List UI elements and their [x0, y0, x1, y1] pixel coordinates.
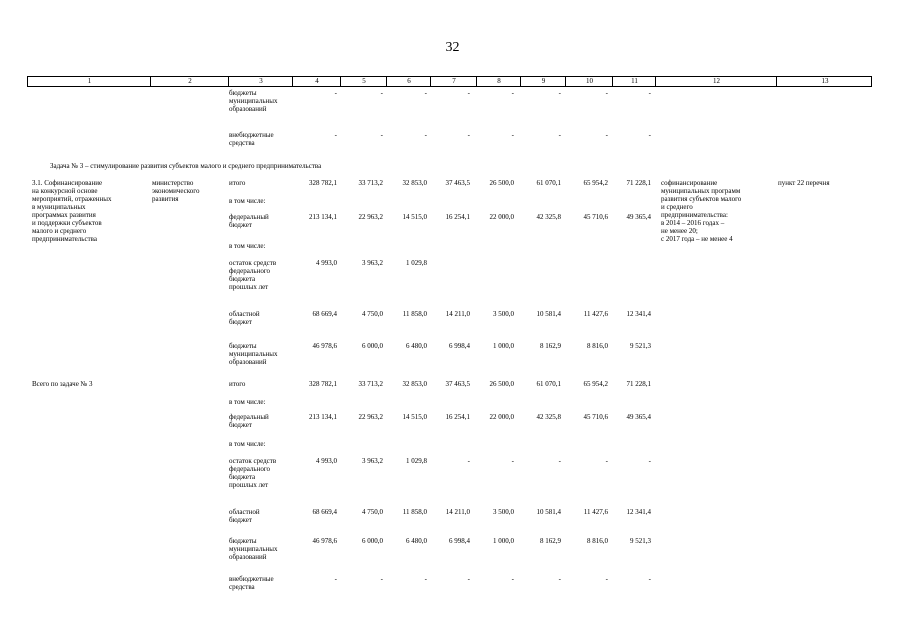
- column-header: 3: [259, 77, 263, 85]
- column-header: 6: [407, 77, 411, 85]
- value-cell: 9 521,3: [630, 342, 651, 350]
- value-cell: -: [558, 575, 561, 583]
- value-cell: 14 211,0: [445, 310, 470, 318]
- value-cell: -: [511, 575, 514, 583]
- column-divider: [386, 77, 387, 86]
- reference: пункт 22 перечня: [778, 179, 830, 187]
- value-cell: 12 341,4: [626, 310, 651, 318]
- value-cell: -: [648, 131, 651, 139]
- value-cell: -: [648, 575, 651, 583]
- column-divider: [476, 77, 477, 86]
- value-cell: 6 998,4: [449, 342, 470, 350]
- column-divider: [612, 77, 613, 86]
- column-header: 9: [541, 77, 546, 85]
- value-cell: -: [605, 89, 608, 97]
- value-cell: 68 669,4: [312, 508, 337, 516]
- value-cell: -: [648, 89, 651, 97]
- column-header: 4: [315, 77, 319, 85]
- value-cell: 6 000,0: [362, 537, 383, 545]
- value-cell: -: [467, 131, 470, 139]
- value-cell: 3 963,2: [362, 259, 383, 267]
- value-cell: -: [334, 131, 337, 139]
- value-cell: 45 710,6: [583, 413, 608, 421]
- value-cell: 42 325,8: [536, 413, 561, 421]
- value-cell: -: [511, 457, 514, 465]
- column-header: 10: [586, 77, 593, 85]
- value-cell: 1 029,8: [406, 259, 427, 267]
- value-cell: 49 365,4: [626, 413, 651, 421]
- value-cell: 11 427,6: [583, 508, 608, 516]
- value-cell: -: [511, 89, 514, 97]
- value-cell: 1 000,0: [493, 537, 514, 545]
- value-cell: -: [380, 89, 383, 97]
- value-cell: 9 521,3: [630, 537, 651, 545]
- row-label: федеральный бюджет: [229, 413, 269, 429]
- row-label: в том числе:: [229, 242, 266, 250]
- value-cell: 68 669,4: [312, 310, 337, 318]
- value-cell: 11 858,0: [402, 508, 427, 516]
- value-cell: 6 480,0: [406, 537, 427, 545]
- column-divider: [776, 77, 777, 86]
- row-label: бюджеты муниципальных образований: [229, 537, 278, 561]
- measure-description: 3.1. Софинансирование на конкурсной основе мероприятий, отраженных в муниципальных программах развития и поддержки субъектов малого и среднего предпринимательства: [32, 179, 112, 243]
- value-cell: 11 427,6: [583, 310, 608, 318]
- value-cell: -: [424, 89, 427, 97]
- value-cell: -: [380, 575, 383, 583]
- value-cell: -: [558, 457, 561, 465]
- column-divider: [565, 77, 566, 86]
- column-header: 8: [497, 77, 501, 85]
- row-label: бюджеты муниципальных образований: [229, 342, 278, 366]
- column-header: 1: [87, 77, 92, 85]
- value-cell: 61 070,1: [536, 380, 561, 388]
- value-cell: 33 713,2: [358, 179, 383, 187]
- value-cell: 22 000,0: [489, 413, 514, 421]
- value-cell: -: [467, 575, 470, 583]
- value-cell: 26 500,0: [489, 179, 514, 187]
- value-cell: 71 228,1: [626, 380, 651, 388]
- value-cell: 46 978,6: [312, 342, 337, 350]
- value-cell: 12 341,4: [626, 508, 651, 516]
- value-cell: 4 993,0: [316, 259, 337, 267]
- value-cell: -: [380, 131, 383, 139]
- value-cell: 22 963,2: [358, 213, 383, 221]
- value-cell: 22 000,0: [489, 213, 514, 221]
- row-label: бюджеты муниципальных образований: [229, 89, 278, 113]
- row-label: в том числе:: [229, 197, 266, 205]
- column-divider: [430, 77, 431, 86]
- column-header: 2: [188, 77, 192, 85]
- value-cell: 14 515,0: [402, 213, 427, 221]
- row-label: остаток средств федерального бюджета прошлых лет: [229, 259, 277, 291]
- column-header: 12: [713, 77, 720, 85]
- value-cell: 16 254,1: [445, 413, 470, 421]
- value-cell: 46 978,6: [312, 537, 337, 545]
- value-cell: 32 853,0: [402, 380, 427, 388]
- value-cell: 8 162,9: [540, 342, 561, 350]
- value-cell: 37 463,5: [445, 380, 470, 388]
- value-cell: 8 816,0: [587, 537, 608, 545]
- value-cell: 213 134,1: [309, 213, 337, 221]
- value-cell: 14 211,0: [445, 508, 470, 516]
- value-cell: 32 853,0: [402, 179, 427, 187]
- value-cell: 6 998,4: [449, 537, 470, 545]
- column-divider: [520, 77, 521, 86]
- value-cell: -: [648, 457, 651, 465]
- row-label: итого: [229, 179, 246, 187]
- value-cell: 33 713,2: [358, 380, 383, 388]
- row-label: в том числе:: [229, 440, 266, 448]
- column-divider: [150, 77, 151, 86]
- value-cell: 3 963,2: [362, 457, 383, 465]
- value-cell: 8 816,0: [587, 342, 608, 350]
- column-header: 5: [362, 77, 366, 85]
- value-cell: 45 710,6: [583, 213, 608, 221]
- value-cell: 49 365,4: [626, 213, 651, 221]
- row-label: остаток средств федерального бюджета прошлых лет: [229, 457, 277, 489]
- value-cell: -: [605, 131, 608, 139]
- value-cell: 8 162,9: [540, 537, 561, 545]
- value-cell: 14 515,0: [402, 413, 427, 421]
- value-cell: 328 782,1: [309, 179, 337, 187]
- value-cell: -: [467, 457, 470, 465]
- value-cell: 213 134,1: [309, 413, 337, 421]
- value-cell: -: [558, 89, 561, 97]
- column-divider: [292, 77, 293, 86]
- value-cell: 1 029,8: [406, 457, 427, 465]
- row-label: внебюджетные средства: [229, 575, 274, 591]
- column-header-row: [27, 76, 872, 87]
- value-cell: -: [605, 457, 608, 465]
- value-cell: 3 500,0: [493, 310, 514, 318]
- value-cell: 65 954,2: [583, 179, 608, 187]
- value-cell: 10 581,4: [536, 508, 561, 516]
- value-cell: -: [558, 131, 561, 139]
- value-cell: 65 954,2: [583, 380, 608, 388]
- value-cell: 71 228,1: [626, 179, 651, 187]
- measure-total-label: Всего по задаче № 3: [32, 380, 93, 388]
- column-divider: [340, 77, 341, 86]
- value-cell: -: [605, 575, 608, 583]
- row-label: федеральный бюджет: [229, 213, 269, 229]
- value-cell: -: [334, 575, 337, 583]
- column-header: 11: [631, 77, 638, 85]
- column-header: 7: [452, 77, 456, 85]
- value-cell: -: [511, 131, 514, 139]
- row-label: итого: [229, 380, 246, 388]
- column-divider: [228, 77, 229, 86]
- value-cell: 37 463,5: [445, 179, 470, 187]
- value-cell: 11 858,0: [402, 310, 427, 318]
- value-cell: 6 480,0: [406, 342, 427, 350]
- value-cell: 16 254,1: [445, 213, 470, 221]
- value-cell: 4 993,0: [316, 457, 337, 465]
- value-cell: -: [334, 89, 337, 97]
- value-cell: 10 581,4: [536, 310, 561, 318]
- value-cell: 26 500,0: [489, 380, 514, 388]
- page-number: 32: [445, 40, 460, 55]
- value-cell: -: [467, 89, 470, 97]
- target-indicator: софинансирование муниципальных программ развития субъектов малого и среднего предпринимательства: в 2014 – 2016 годах – не менее 20; с 2017 года – не менее 4: [661, 179, 742, 243]
- value-cell: 328 782,1: [309, 380, 337, 388]
- value-cell: 1 000,0: [493, 342, 514, 350]
- value-cell: 61 070,1: [536, 179, 561, 187]
- column-divider: [655, 77, 656, 86]
- row-label: в том числе:: [229, 398, 266, 406]
- value-cell: 42 325,8: [536, 213, 561, 221]
- row-label: областной бюджет: [229, 310, 260, 326]
- value-cell: 4 750,0: [362, 310, 383, 318]
- task-header: Задача № 3 – стимулирование развития субъектов малого и среднего предпринимательства: [50, 162, 322, 170]
- value-cell: 3 500,0: [493, 508, 514, 516]
- value-cell: 6 000,0: [362, 342, 383, 350]
- row-label: областной бюджет: [229, 508, 260, 524]
- row-label: внебюджетные средства: [229, 131, 274, 147]
- value-cell: 22 963,2: [358, 413, 383, 421]
- value-cell: -: [424, 575, 427, 583]
- value-cell: 4 750,0: [362, 508, 383, 516]
- value-cell: -: [424, 131, 427, 139]
- executor: министерство экономического развития: [152, 179, 200, 203]
- column-header: 13: [821, 77, 829, 85]
